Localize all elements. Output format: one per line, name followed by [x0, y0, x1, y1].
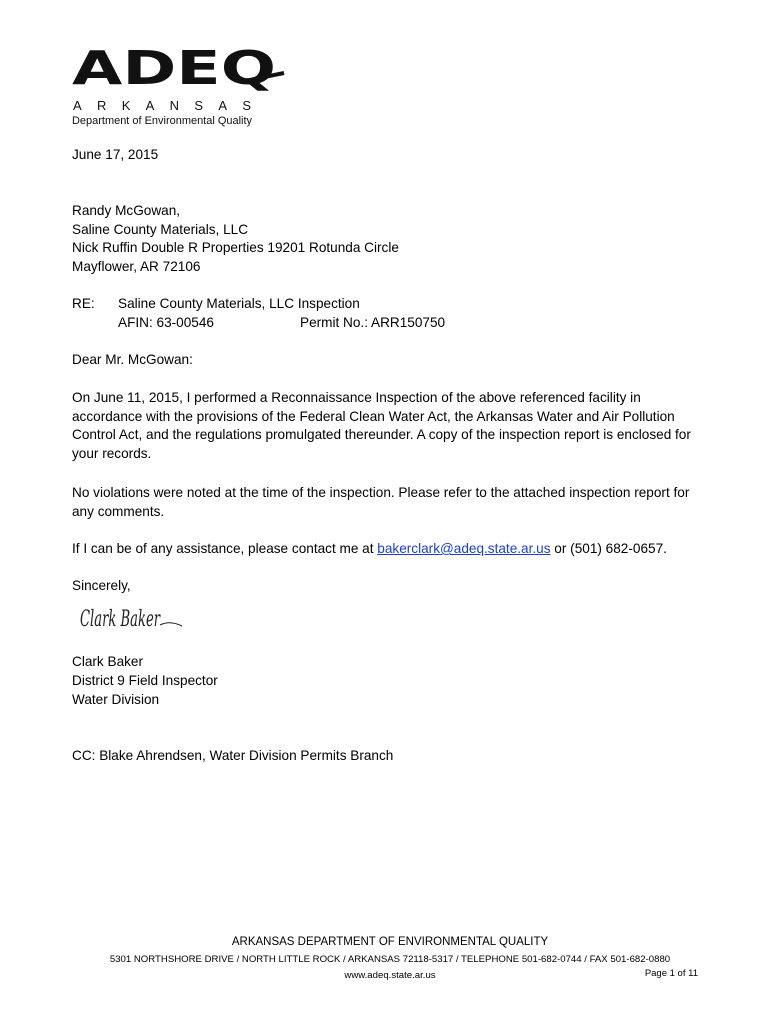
contact-text-after: or (501) 682-0657. — [550, 541, 667, 556]
cc-line: CC: Blake Ahrendsen, Water Division Permits Branch — [72, 748, 394, 763]
body-paragraph-3 — [72, 540, 667, 559]
handwritten-signature — [78, 598, 193, 636]
recipient-name: Randy McGowan, — [72, 203, 181, 218]
signer-title: District 9 Field Inspector — [72, 673, 218, 688]
re-afin: AFIN: 63-00546 — [118, 315, 214, 330]
contact-text-before: If I can be of any assistance, please contact me at — [72, 541, 378, 556]
footer-agency-name: ARKANSAS DEPARTMENT OF ENVIRONMENTAL QUALITY — [231, 936, 549, 948]
re-subject: Saline County Materials, LLC Inspection — [118, 296, 360, 311]
salutation: Dear Mr. McGowan: — [72, 352, 193, 367]
adeq-logo — [70, 40, 290, 130]
page-number: Page 1 of 11 — [644, 968, 698, 979]
recipient-company: Saline County Materials, LLC — [72, 222, 249, 237]
signer-division: Water Division — [72, 692, 160, 707]
body-paragraph-1: On June 11, 2015, I performed a Reconnaissance Inspection of the above referenced facility in accordance with the provisions of the Federal Clean Water Act, the Arkansas Water and Air Pollution Control Act, and the regulations promulgated thereunder. A copy of the inspection report is enclosed for your records. — [72, 390, 691, 461]
svg-text:ADEQ: ADEQ — [72, 41, 276, 95]
svg-text:Clark Baker: Clark Baker — [80, 607, 161, 632]
body-paragraph-2: No violations were noted at the time of the inspection. Please refer to the attached inspection report for any comments. — [72, 485, 690, 519]
svg-text:Department of Environmental Qu: Department of Environmental Quality — [72, 115, 253, 127]
svg-text:ARKANSAS: ARKANSAS — [73, 98, 251, 113]
email-link[interactable]: bakerclark@adeq.state.ar.us — [377, 541, 551, 556]
recipient-address-line2: Mayflower, AR 72106 — [72, 259, 201, 274]
footer-website: www.adeq.state.ar.us — [344, 970, 436, 981]
re-label: RE: — [72, 296, 95, 311]
signer-name: Clark Baker — [72, 654, 144, 669]
letter-date: June 17, 2015 — [72, 147, 159, 162]
footer-address: 5301 NORTHSHORE DRIVE / NORTH LITTLE ROCK / ARKANSAS 72118-5317 / TELEPHONE 501-682-0744 / FAX 501-682-0880 — [109, 954, 671, 965]
re-permit: Permit No.: ARR150750 — [300, 315, 446, 330]
recipient-address-line1: Nick Ruffin Double R Properties 19201 Rotunda Circle — [72, 240, 399, 255]
closing: Sincerely, — [72, 578, 131, 593]
